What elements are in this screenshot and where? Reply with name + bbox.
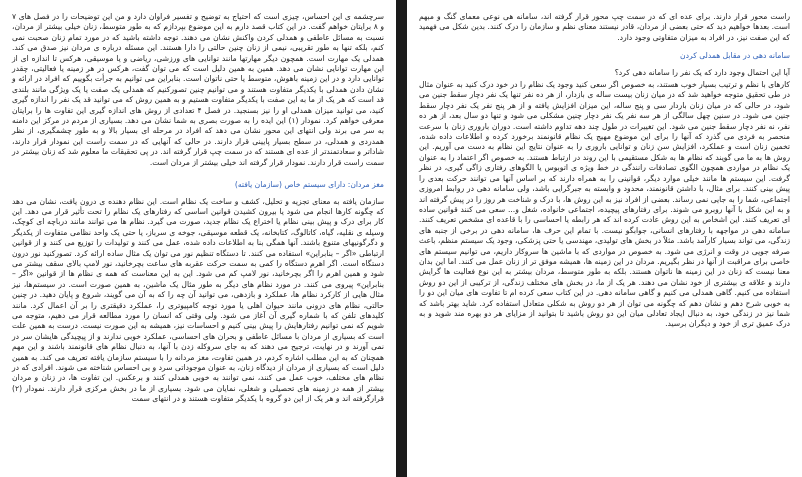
right-paragraph-2: کارهای با نظم و ترتیب بسیار خوب هستند، به خصوص اگر سعی کنید وجود یک نظام را در خود درک کنید به عنوان مثال در طی تحقیق متوجه خواهید شد که در میان زنان بیست ساله ی بازدار، از هر ده نفر تنها یک نفر دچار سقط جنین می شود، در حالی که در میان زنان باردار سی و پنج ساله، این میزان افزایش یافته و از هر پنج نفر یک نفر دچار سقط جنین می شود. در سنین چهل سالگی از هر سه نفر یک نفر دچار چنین مشکلی می شود و تنها دو سال بعد، از هر ده نفر، نه نفر دچار سقط جنین می شود. این تغییرات در طول چند دهه تداوم داشته است. دوران باروری زنان با سرعت منحصر به فردی می گذرد که آنها را برای این موضوع مهیج یک نظام قانونمند برخورد کرده و اطلاعات داده شده، تخمین زنان است و عملکرد، افزایش سن زنان و توانایی باروری را به عنوان نتایج این نظام به دست می آوریم. این روش ها به ما می گویند که نظام ها به شکل مستقیمی با این روند در ارتباط هستند. به خصوص اگر اعتماد را به عنوان یک نظام در مواردی همچون الگوی تصادفات رانندگی در خط ویژه ی اتوبوس یا الگوهای رفتاری زاگی گیری، در نظر گرفت. این سیستم ها مانند خیلی موارد دیگر، قوانینی را به همراه دارند که بر اساس آنها می توانند حرکت بعدی را پیش بینی کنند. برای مثال، با داشتن قانونمند، محدود و وابسته به جبرگرایی باشد، ولی سامانه دهی در روابط امروزی اجتماعی، شما را به جایی نمی رساند. بعضی از افراد نیز به این روش ها، با درک و شناخت هر روز را در پیش گرفته اند و به این شکل با آنها روبرو می شوند. برای رفتارهای پیچیده، اجتماعی خانواده، شغل و... سعی می کنند قوانین ساده ای تعریف کنند. این اشخاص به این روش عادت کرده اند که هر رابطه یا احساسی را با قاعده ای مشخص تعریف کنند. سامانه دهی در مواجهه با رفتارهای انسانی، جوابگو نیست. با تمام این حرف ها، سامانه دهی در برخی از جنبه های زندگی، می تواند بسیار کارآمد باشد. مثلاً در بخش های تولیدی، مهندسی یا حتی پزشکی، وجود یک سیستم منظم، باعث صرفه جویی در وقت و انرژی می شود. به خصوص در مواردی که با ماشین ها سروکار داریم، می توانیم سیستم های خاصی برای مراقبت از آنها در نظر بگیریم. مردان در این زمینه ها، همیشه موفق تر از زنان عمل می کنند. اما این بدان معنا نیست که زنان در این زمینه ها ناتوان هستند. بلکه به طور متوسط، مردان بیشتر به این نوع فعالیت ها گرایش دارند و علاقه ی بیشتری از خود نشان می دهند. هر یک از ما، در بخش های مختلف زندگی، از ترکیبی از این دو روش استفاده می کنیم. گاهی همدلی می کنیم و گاهی سامانه دهی. در این کتاب سعی کرده ام تا تفاوت های میان این دو را به خوبی شرح دهم و نشان دهم که چگونه می توان از هر دو روش به شکلی متعادل استفاده کرد. شاید بهتر باشد که شما نیز در زندگی خود، به دنبال ایجاد تعادلی میان این دو روش باشید تا بتوانید از مزایای هر دو بهره مند شوید و به درک عمیق تری از خود و دیگران برسید. xyxy=(419,80,790,329)
left-page xyxy=(0,0,396,477)
right-paragraph-1: راست محور قرار دارند. برای عده ای که در سمت چپ محور قرار گرفته اند، سامانه هی نوعی معمای گنگ و مبهم است. بعدها خواهیم دید که حتی بعضی از مردان، قادر نیستند معنای نظم و سازمان را درک کنند. بدین شکل می فهمید که این صفت نیز، در افراد به میزان متفاوتی وجود دارد. xyxy=(419,12,790,42)
right-section-heading: سامانه دهی در مقابل همدلی کردن xyxy=(680,51,790,61)
page-divider xyxy=(396,0,407,477)
left-section-heading: مغز مردان: دارای سیستم خاص (سازمان یافته) xyxy=(234,180,384,190)
right-page xyxy=(407,0,802,477)
right-question-line: آیا این احتمال وجود دارد که یک نفر را سامانه دهی کرد؟ xyxy=(614,67,790,77)
left-paragraph-2: سازمان یافته به معنای تجزیه و تحلیل، کشف و ساخت یک نظام است. این نظام دهنده ی درون یافت، نشان می دهد که چگونه کارها انجام می شود یا بیرون کشیدن قوانین اساسی که رفتارهای یک نظام را تحت تأثیر قرار می دهد. این کار برای درک و پیش بینی نظام یا اختراع یک نظام جدید، صورت می گیرد. نظام ها می توانند مانند درباچه ای کوچک، وسیله ی نقلیه، گیاه، کاتالوگ، کتابخانه، یک قطعه موسیقی، جوخه ی سرباز، یا حتی یک واحد نظامی متفاوت از یکدیگر و دگرگونیهای متنوع باشند. آنها همگی بنا به اطلاعات داده شده، عمل می کنند و تولیدات را توزیع می کنند و از قوانین ارتباطی «اگر – بنابراین» استفاده می کنند. تا دستگاه تنظیم نور می توان یک مثال ساده ارائه کرد. تصورکنید نور درون دستگاه است. اگر اهرم دستگاه را کمی به سمت حرکت عقربه های ساعت بچرخانید، نور لامپ بالای سقف بیشتر می شود و همین اهرم را اگر بچرخانید، نور لامپ کم می شود. این به این معناست که همه ی نظام ها از قوانین «اگر – بنابراین» پیروی می کنند. در مورد نظام های دیگر به طور مثال یک ماشین، به همین صورت است. در سیستم‌ها، نیز مثال هایی از کارکرد نظام ها، عملکرد و بازدهی، می توانید آن چه را که به آن می گویند، شروع و پایان دهید. در چنین حالتی، نظام های درونی مانند حیوان اهلی یا مورد توجه کامپیوتری را، عملکرد دقیقتری را بر آن اعمال کرد. مانند کلیدهای تلفن که با شماره گیری آن آغاز می شود. ولی وقتی که انسان را مورد مطالعه قرار می دهیم، متوجه می شویم که نمی توانیم رفتارهایش را پیش بینی کنیم و احساسات نیز، همیشه به این صورت نیست. درست به همین علت است که بسیاری از مردان با مسائل عاطفی و بحران های احساسی، عملکرد خوبی ندارند و از پیچیدگی هایشان سر در نمی آورند و در نهایت، ترجیح می دهند که به جای سروکله زدن با آنها، به دنبال نظام های قانونمند باشند و این مهم همچنان که به این مطلب اشاره کردم، در همین تفاوت، مغز مردانه را با سیستم سازمان یافته تعریف می کند. به همین دلیل است که بسیاری از مردان از دیدگاه زنان، به عنوان موجوداتی سرد و بی احساس شناخته می شوند. افرادی که در نظام های مختلف، خوب عمل می کنند، نمی توانند به خوبی همدلی کنند و برعکس. این تفاوت ها، در زنان و مردان بیشتر از همه در زمینه های تحصیلی و شغلی، نمایان می شود. بسیاری از ما در بخش مرکزی قرار دارند. نمودار (۲) قرارگرفته اند و هر یک از این دو گروه با یکدیگر متفاوت هستند و در انتهای سمت xyxy=(12,196,384,404)
left-paragraph-1: سرچشمه ی این احساس، چیزی است که احتیاج به توضیح و تفسیر فراوان دارد و من این توضیحات را در فصل های ۷ و ۸ برایتان خواهم گفت. در این کتاب قصد دارم به این موضوع بپردازم که به طور متوسط، زنان خیلی بیشتر از مردان، نسبت به مسائل عاطفی و همدلی کردن واکنش نشان می دهند. توجه داشته باشید که در مورد تمام زنان صحبت نمی کنم، بلکه تنها به طور تقریبی، نیمی از زنان چنین حالتی را دارا هستند. این مسئله درباره ی مردان نیز صدق می کند. همدلی یک مهارت است. همچون دیگر مهارتها مانند توانایی های ورزشی، ریاضی و یا موسیقی، هرکس تا اندازه ای از این مهارت توانایی نشان می دهد. همین به همین دلیل است که می توان گفت، هرکس در هر زمینه یا فعالیتی، چقدر توانایی دارد و در این زمینه باهوش، متوسط یا حتی ناتوان است. بنابراین می توانیم به جرأت بگوییم که افراد در ارائه و نشان دادن همدلی با یکدیگر متفاوت هستند و می توانیم چنین تصورکنیم که همدلی یک صفت یا یک ویژگی مانند بلندی قد است که هر یک از ما به این صفت با یکدیگر متفاوت هستیم و به همین روش که می توانید قد یک نفر را اندازه گیری کنید، می توانید میزان همدلی او را نیز بسنجید. در فصل ۴ تعدادی از روش های اندازه گیری این تفاوت ها را برایتان معرفی خواهم کرد. نمودار (۱) این ایده را به صورت بصری به شما نشان می دهد. بسیاری از مردم در مرکز این دامنه به سر می برند ولی انتهای این محور نشان می دهد که افراد در مرحله ای بسیار بالا و به طور چشمگیری، از نظر همدردی و همدلی، در سطح بسیار پایینی قرار دارند. در حالی که آنهایی که در سمت راست این نمودار قرار دارند، شاداتر و سعادتمندتر از عده ای هستند که در سمت چپ قرار گرفته اند. در پی تحقیقات ما معلوم شد که زنان بیشتر در سمت راست قرار دارند. نمودار قرار گرفته اند خیلی بیشتر از مردان است. xyxy=(12,12,384,167)
